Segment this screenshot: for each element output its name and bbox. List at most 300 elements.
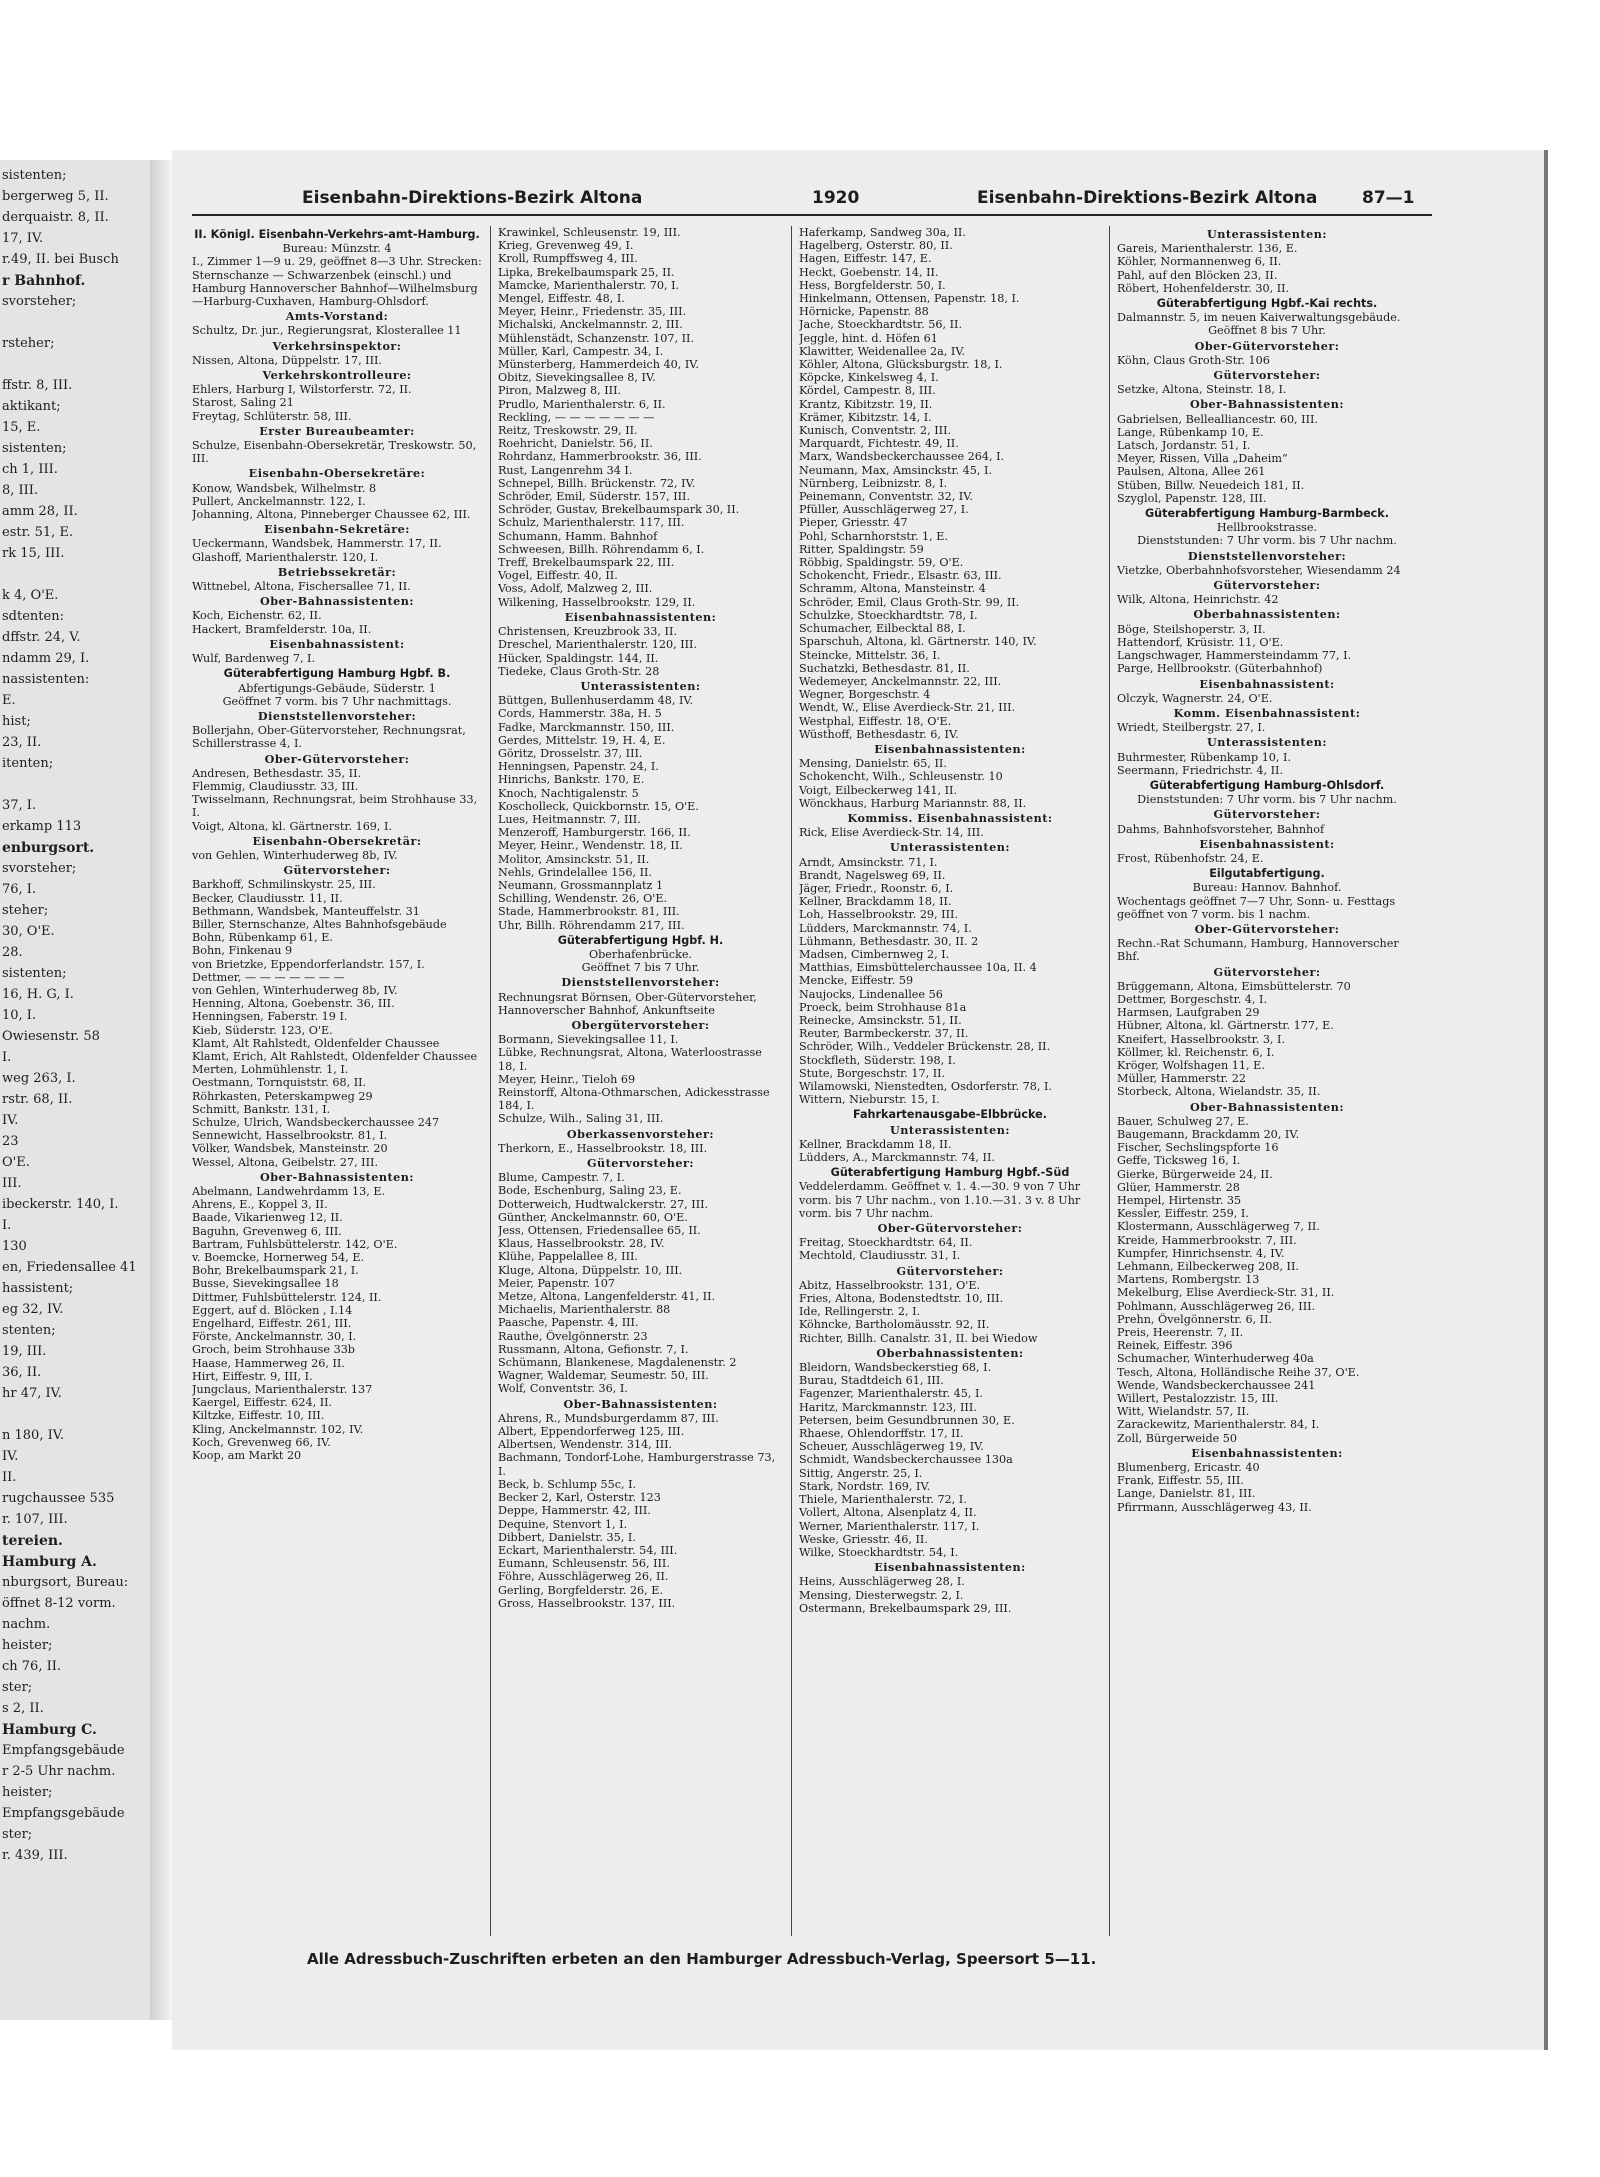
left-page-fragment: nassistenten: — [2, 672, 90, 687]
left-page-fragment: II. — [2, 1470, 17, 1485]
directory-entry: Jache, Stoeckhardtstr. 56, II. — [799, 318, 963, 332]
directory-entry: v. Boemcke, Hornerweg 54, E. — [192, 1251, 365, 1265]
section-note: Hellbrookstrasse. — [1216, 521, 1318, 535]
section-note: Abfertigungs-Gebäude, Süderstr. 1 — [238, 681, 436, 695]
directory-entry: Wilk, Altona, Heinrichstr. 42 — [1117, 593, 1279, 607]
directory-entry: Ehlers, Harburg I, Wilstorferstr. 72, II. — [192, 383, 412, 397]
directory-entry: Meyer, Heinr., Tieloh 69 — [498, 1072, 636, 1086]
section-heading: Verkehrskontrolleure: — [262, 368, 412, 383]
directory-entry: Sparschuh, Altona, kl. Gärtnerstr. 140, IV. — [799, 635, 1037, 649]
directory-entry: Gerdes, Mittelstr. 19, H. 4, E. — [498, 733, 666, 747]
directory-entry: Pieper, Griesstr. 47 — [799, 516, 908, 530]
directory-entry: Hagelberg, Osterstr. 80, II. — [799, 239, 953, 253]
directory-entry: Haase, Hammerweg 26, II. — [192, 1356, 345, 1370]
left-page-fragment: rsteher; — [2, 336, 55, 351]
directory-entry: Harmsen, Laufgraben 29 — [1117, 1006, 1260, 1020]
directory-entry: Schulze, Wilh., Saling 31, III. — [498, 1112, 664, 1126]
directory-entry: Nissen, Altona, Düppelstr. 17, III. — [192, 353, 382, 367]
directory-entry: Eckart, Marienthalerstr. 54, III. — [498, 1543, 678, 1557]
directory-entry: Rick, Elise Averdieck-Str. 14, III. — [799, 826, 984, 840]
directory-entry: Konow, Wandsbek, Wilhelmstr. 8 — [192, 481, 377, 495]
left-page-fragment: ster; — [2, 1680, 33, 1695]
section-note: Dienststunden: 7 Uhr vorm. bis 7 Uhr nachm. — [1137, 793, 1397, 807]
directory-entry: von Gehlen, Winterhuderweg 8b, IV. — [192, 983, 398, 997]
left-page-fragment: bergerweg 5, II. — [2, 189, 109, 204]
directory-entry: Kördel, Campestr. 8, III. — [799, 384, 936, 398]
directory-entry: Tiedeke, Claus Groth-Str. 28 — [498, 664, 660, 678]
directory-entry: Bauer, Schulweg 27, E. — [1117, 1114, 1249, 1128]
directory-entry: Paasche, Papenstr. 4, III. — [498, 1316, 639, 1330]
directory-entry: Starost, Saling 21 — [192, 396, 294, 410]
left-page-fragment: IV. — [2, 1113, 19, 1128]
directory-entry: Johanning, Altona, Pinneberger Chaussee 62, III. — [192, 508, 471, 522]
left-page-fragment: 16, H. G, I. — [2, 987, 74, 1002]
directory-entry: Kunisch, Conventstr. 2, III. — [799, 424, 952, 438]
directory-entry: Baguhn, Grevenweg 6, III. — [192, 1224, 342, 1238]
section-heading: Gütervorsteher: — [896, 1263, 1004, 1278]
directory-entry: Henningsen, Papenstr. 24, I. — [498, 760, 659, 774]
directory-entry: Baugemann, Brackdamm 20, IV. — [1117, 1128, 1300, 1141]
directory-entry: Koch, Eichenstr. 62, II. — [192, 609, 322, 623]
directory-entry: Rauthe, Övelgönnerstr. 23 — [498, 1329, 648, 1343]
left-page-fragment: r.49, II. bei Busch — [2, 252, 119, 267]
directory-entry: Schumacher, Winterhuderweg 40a — [1117, 1352, 1314, 1366]
left-page-fragment: 36, II. — [2, 1365, 42, 1380]
column-divider — [791, 226, 792, 1936]
directory-entry: Meyer, Heinr., Friedenstr. 35, III. — [498, 305, 687, 319]
column-1 — [192, 226, 482, 1462]
directory-entry: Röhrkasten, Peterskampweg 29 — [192, 1089, 373, 1103]
directory-entry: Flemmig, Claudiusstr. 33, III. — [192, 779, 359, 793]
directory-entry: Meyer, Rissen, Villa „Daheim“ — [1117, 452, 1288, 466]
section-heading: Oberbahnassistenten: — [876, 1345, 1024, 1360]
page-fold — [150, 160, 172, 2020]
directory-entry: Freitag, Stoeckhardtstr. 64, II. — [799, 1236, 973, 1250]
directory-entry: Roehricht, Danielstr. 56, II. — [498, 437, 653, 451]
directory-entry: Köhler, Altona, Glücksburgstr. 18, I. — [799, 358, 1003, 372]
directory-entry: Gerling, Borgfelderstr. 26, E. — [498, 1583, 664, 1597]
directory-entry: Dalmannstr. 5, im neuen Kaiverwaltungsgebäude. — [1117, 311, 1401, 325]
directory-entry: Scheuer, Ausschlägerweg 19, IV. — [799, 1440, 984, 1454]
directory-entry: Metze, Altona, Langenfelderstr. 41, II. — [498, 1290, 716, 1304]
left-page-fragment: III. — [2, 1176, 22, 1191]
directory-entry: Thiele, Marienthalerstr. 72, I. — [799, 1493, 967, 1507]
directory-entry: Buhrmester, Rübenkamp 10, I. — [1117, 750, 1292, 764]
directory-entry: Kreide, Hammerbrookstr. 7, III. — [1117, 1233, 1297, 1247]
directory-entry: Petersen, beim Gesundbrunnen 30, E. — [799, 1413, 1015, 1427]
directory-entry: Wedemeyer, Anckelmannstr. 22, III. — [799, 674, 1002, 688]
directory-entry: Frank, Eiffestr. 55, III. — [1117, 1474, 1244, 1488]
directory-entry: Brandt, Nagelsweg 69, II. — [799, 868, 946, 882]
section-heading: Eisenbahnassistenten: — [1191, 1445, 1343, 1460]
directory-entry: Wönckhaus, Harburg Mariannstr. 88, II. — [799, 796, 1027, 810]
left-page-fragment: tereien. — [2, 1533, 63, 1549]
directory-entry: Schulze, Ulrich, Wandsbeckerchaussee 247 — [192, 1116, 440, 1129]
left-facing-page — [0, 160, 152, 2020]
left-page-fragment: 8, III. — [2, 483, 39, 498]
directory-entry: Uhr, Billh. Röhrendamm 217, III. — [498, 918, 685, 932]
left-page-fragment: k 4, O'E. — [2, 588, 59, 603]
directory-entry: Loh, Hasselbrookstr. 29, III. — [799, 908, 958, 922]
directory-entry: Bleidorn, Wandsbeckerstieg 68, I. — [799, 1361, 992, 1375]
directory-entry: Hess, Borgfelderstr. 50, I. — [799, 278, 946, 292]
directory-entry: Schnepel, Billh. Brückenstr. 72, IV. — [498, 476, 696, 490]
directory-entry: Meyer, Heinr., Wendenstr. 18, II. — [498, 839, 683, 853]
directory-entry: Köllmer, kl. Reichenstr. 6, I. — [1117, 1045, 1275, 1059]
directory-entry: Latsch, Jordanstr. 51, I. — [1117, 439, 1251, 453]
directory-entry: Stark, Nordstr. 169, IV. — [799, 1479, 931, 1493]
left-page-fragment: IV. — [2, 1449, 19, 1464]
directory-entry: Lues, Heitmannstr. 7, III. — [498, 812, 641, 826]
header-left-title: Eisenbahn-Direktions-Bezirk Altona — [302, 188, 643, 208]
directory-entry: Langschwager, Hammersteindamm 77, I. — [1117, 649, 1352, 663]
directory-entry: Geffe, Ticksweg 16, I. — [1117, 1154, 1241, 1168]
directory-entry: Knoch, Nachtigalenstr. 5 — [498, 786, 639, 800]
directory-entry: Pullert, Anckelmannstr. 122, I. — [192, 494, 366, 508]
left-page-fragment: s 2, II. — [2, 1701, 44, 1716]
section-note: Geöffnet 8 bis 7 Uhr. — [1208, 324, 1326, 338]
left-page-fragment: heister; — [2, 1638, 53, 1653]
directory-entry: Krieg, Grevenweg 49, I. — [498, 239, 634, 253]
directory-entry: Steincke, Mittelstr. 36, I. — [799, 648, 941, 662]
directory-entry: Schmidt, Wandsbeckerchaussee 130a — [799, 1453, 1013, 1467]
directory-entry: Schokencht, Friedr., Elsastr. 63, III. — [799, 569, 1002, 583]
directory-entry: Hörnicke, Papenstr. 88 — [799, 305, 929, 319]
directory-entry: Dibbert, Danielstr. 35, I. — [498, 1530, 636, 1544]
directory-entry: Schumann, Hamm. Bahnhof — [498, 529, 658, 543]
directory-entry: Kellner, Brackdamm 18, II. — [799, 895, 952, 909]
directory-entry: Röbert, Hohenfelderstr. 30, II. — [1117, 281, 1290, 295]
section-heading: Fahrkartenausgabe-Elbbrücke. — [853, 1108, 1047, 1122]
directory-entry: Stute, Borgeschstr. 17, II. — [799, 1066, 946, 1080]
directory-entry: Wilkening, Hasselbrookstr. 129, II. — [498, 595, 696, 609]
section-heading: Ober-Bahnassistenten: — [259, 594, 415, 609]
directory-entry: Mencke, Eiffestr. 59 — [799, 974, 914, 988]
left-page-fragment: amm 28, II. — [2, 504, 78, 519]
section-heading: Güterabfertigung Hamburg-Barmbeck. — [1144, 507, 1390, 521]
directory-entry: Ahrens, E., Koppel 3, II. — [192, 1198, 328, 1212]
section-heading: Erster Bureaubeamter: — [259, 423, 415, 438]
directory-entry: Wagner, Waldemar, Seumestr. 50, III. — [498, 1369, 709, 1383]
directory-entry: Münsterberg, Hammerdeich 40, IV. — [498, 358, 699, 372]
directory-entry: Beck, b. Schlump 55c, I. — [498, 1477, 637, 1491]
left-page-fragment: Empfangsgebäude — [2, 1806, 125, 1821]
directory-entry: Mühlenstädt, Schanzenstr. 107, II. — [498, 331, 695, 345]
directory-entry: Neumann, Max, Amsinckstr. 45, I. — [799, 463, 993, 477]
directory-entry: Schulze, Eisenbahn-Obersekretär, Treskowstr. 50, III. — [192, 439, 477, 466]
directory-entry: Vietzke, Oberbahnhofsvorsteher, Wiesendamm 24 — [1117, 563, 1401, 577]
directory-entry: Storbeck, Altona, Wielandstr. 35, II. — [1117, 1085, 1321, 1099]
directory-entry: Schilling, Wendenstr. 26, O'E. — [498, 892, 668, 906]
directory-entry: Busse, Sievekingsallee 18 — [192, 1277, 339, 1291]
directory-entry: Wittnebel, Altona, Fischersallee 71, II. — [192, 580, 411, 594]
directory-entry: Cords, Hammerstr. 38a, H. 5 — [498, 707, 662, 721]
section-heading: Amts-Vorstand: — [285, 309, 389, 324]
directory-entry: Veddelerdamm. Geöffnet v. 1. 4.—30. 9 von 7 Uhr vorm. bis 7 Uhr nachm., von 1.10.—31. 3 v. 8 Uhr vorm. bis 7 Uhr nachm. — [799, 1180, 1081, 1220]
directory-entry: von Gehlen, Winterhuderweg 8b, IV. — [192, 848, 398, 862]
directory-entry: Burau, Stadtdeich 61, III. — [799, 1374, 944, 1388]
directory-entry: Lübke, Rechnungsrat, Altona, Waterloostrasse 18, I. — [498, 1046, 762, 1073]
directory-entry: Stade, Hammerbrookstr. 81, III. — [498, 905, 680, 919]
directory-entry: Preis, Heerenstr. 7, II. — [1117, 1326, 1244, 1340]
left-page-fragment: nburgsort, Bureau: — [2, 1575, 129, 1590]
directory-entry: Proeck, beim Strohhause 81a — [799, 1000, 967, 1014]
directory-entry: Prehn, Övelgönnerstr. 6, II. — [1117, 1312, 1273, 1326]
directory-entry: Andresen, Bethesdastr. 35, II. — [192, 766, 362, 780]
section-heading: Ober-Gütervorsteher: — [1194, 338, 1340, 353]
directory-entry: Kneifert, Hasselbrookstr. 3, I. — [1117, 1032, 1286, 1046]
column-4 — [1117, 226, 1417, 1514]
directory-entry: Fries, Altona, Bodenstedtstr. 10, III. — [799, 1292, 1004, 1306]
directory-entry: Jäger, Friedr., Roonstr. 6, I. — [799, 881, 954, 895]
directory-entry: Dettmer, Borgeschstr. 4, I. — [1117, 992, 1268, 1006]
directory-entry: Szyglol, Papenstr. 128, III. — [1117, 491, 1267, 505]
directory-entry: Bormann, Sievekingsallee 11, I. — [498, 1033, 679, 1047]
directory-entry: Becker, Claudiusstr. 11, II. — [192, 891, 343, 905]
directory-entry: Molitor, Amsinckstr. 51, II. — [498, 852, 650, 866]
directory-entry: Koch, Grevenweg 66, IV. — [192, 1435, 331, 1449]
directory-entry: Blume, Campestr. 7, I. — [498, 1171, 625, 1185]
directory-entry: Therkorn, E., Hasselbrookstr. 18, III. — [498, 1141, 708, 1155]
directory-entry: Wüsthoff, Bethesdastr. 6, IV. — [799, 727, 959, 741]
left-page-fragment: Owiesenstr. 58 — [2, 1029, 100, 1044]
left-page-fragment: 37, I. — [2, 798, 37, 813]
left-page-fragment: eg 32, IV. — [2, 1302, 64, 1317]
left-page-fragment: E. — [2, 693, 16, 708]
section-note: Geöffnet 7 bis 7 Uhr. — [581, 961, 700, 975]
left-page-fragment: ndamm 29, I. — [2, 651, 90, 666]
section-heading: Unterassistenten: — [890, 1122, 1010, 1137]
directory-entry: Reckling, — — — — — — — — [498, 410, 655, 424]
left-page-fragment: 15, E. — [2, 420, 41, 435]
section-heading: Güterabfertigung Hamburg Hgbf. B. — [223, 667, 451, 681]
section-heading: Eisenbahnassistenten: — [874, 1560, 1026, 1575]
directory-entry: Bode, Eschenburg, Saling 23, E. — [498, 1184, 682, 1198]
directory-entry: Seermann, Friedrichstr. 4, II. — [1117, 763, 1284, 777]
left-page-fragment: ch 1, III. — [2, 462, 58, 477]
left-page-fragment: 23 — [2, 1134, 19, 1149]
directory-entry: Zarackewitz, Marienthalerstr. 84, I. — [1117, 1418, 1320, 1432]
directory-entry: Michalski, Anckelmannstr. 2, III. — [498, 318, 683, 332]
directory-entry: Engelhard, Eiffestr. 261, III. — [192, 1317, 352, 1331]
directory-entry: Deppe, Hammerstr. 42, III. — [498, 1504, 651, 1518]
directory-entry: Becker 2, Karl, Osterstr. 123 — [498, 1491, 661, 1505]
left-page-fragment: aktikant; — [2, 399, 61, 414]
directory-entry: Jungclaus, Marienthalerstr. 137 — [192, 1383, 373, 1397]
left-page-fragment: 28. — [2, 945, 23, 960]
section-heading: Gütervorsteher: — [1213, 964, 1321, 979]
directory-entry: Voss, Adolf, Malzweg 2, III. — [498, 582, 653, 596]
directory-entry: Wilamowski, Nienstedten, Osdorferstr. 78, I. — [799, 1080, 1052, 1093]
directory-entry: Paulsen, Altona, Allee 261 — [1117, 465, 1266, 479]
directory-entry: Müller, Hammerstr. 22 — [1117, 1072, 1246, 1086]
section-heading: Eisenbahnassistenten: — [564, 609, 717, 624]
section-heading: Komm. Eisenbahnassistent: — [1173, 705, 1361, 720]
directory-entry: Wende, Wandsbeckerchaussee 241 — [1117, 1378, 1316, 1392]
header-year: 1920 — [812, 188, 860, 208]
section-heading: Ober-Gütervorsteher: — [1194, 921, 1340, 936]
directory-entry: Nehls, Grindelallee 156, II. — [498, 865, 652, 879]
left-page-fragment: Hamburg A. — [2, 1554, 97, 1570]
section-heading: Güterabfertigung Hgbf. H. — [557, 933, 724, 947]
directory-entry: Lühmann, Bethesdastr. 30, II. 2 — [799, 934, 979, 948]
directory-entry: Prudlo, Marienthalerstr. 6, II. — [498, 397, 666, 411]
directory-entry: Pfüller, Ausschlägerweg 27, I. — [799, 503, 969, 517]
directory-entry: Fischer, Sechslingspforte 16 — [1117, 1141, 1279, 1155]
directory-entry: Kumpfer, Hinrichsenstr. 4, IV. — [1117, 1246, 1285, 1260]
directory-entry: Wilke, Stoeckhardtstr. 54, I. — [799, 1545, 959, 1559]
directory-entry: Haritz, Marckmannstr. 123, III. — [799, 1400, 977, 1414]
left-page-fragment: r. 107, III. — [2, 1512, 68, 1527]
directory-entry: Dettmer, — — — — — — — — [192, 970, 345, 984]
left-page-fragment: heister; — [2, 1785, 53, 1800]
directory-entry: Koscholleck, Quickbornstr. 15, O'E. — [498, 799, 699, 813]
section-heading: Ober-Bahnassistenten: — [563, 1396, 718, 1411]
directory-entry: Henningsen, Faberstr. 19 I. — [192, 1010, 348, 1024]
directory-entry: Hattendorf, Krüsistr. 11, O'E. — [1117, 635, 1284, 649]
section-heading: Gütervorsteher: — [1213, 807, 1321, 822]
directory-entry: Pfirrmann, Ausschlägerweg 43, II. — [1117, 1500, 1312, 1514]
left-page-fragment: hassistent; — [2, 1281, 74, 1296]
directory-entry: Heckt, Goebenstr. 14, II. — [799, 265, 939, 279]
directory-entry: Russmann, Altona, Gefionstr. 7, I. — [498, 1342, 689, 1356]
directory-page — [172, 150, 1548, 2050]
directory-entry: Jess, Ottensen, Friedensallee 65, II. — [498, 1224, 701, 1238]
directory-entry: Schumacher, Eilbecktal 88, I. — [799, 622, 966, 636]
directory-entry: Dahms, Bahnhofsvorsteher, Bahnhof — [1117, 822, 1325, 836]
directory-entry: Reuter, Barmbeckerstr. 37, II. — [799, 1027, 969, 1041]
directory-entry: Groch, beim Strohhause 33b — [192, 1343, 355, 1357]
directory-entry: Abelmann, Landwehrdamm 13, E. — [192, 1185, 386, 1199]
directory-entry: Hinrichs, Bankstr. 170, E. — [498, 773, 645, 787]
directory-entry: Eumann, Schleusenstr. 56, III. — [498, 1557, 670, 1571]
directory-entry: Föhre, Ausschlägerweg 26, II. — [498, 1570, 669, 1584]
column-2 — [498, 226, 783, 1610]
directory-entry: Willert, Pestalozzistr. 15, III. — [1117, 1392, 1279, 1406]
directory-entry: Biller, Sternschanze, Altes Bahnhofsgebäude — [192, 917, 447, 931]
left-page-fragment: stenten; — [2, 1323, 56, 1338]
left-page-fragment: weg 263, I. — [2, 1071, 76, 1086]
directory-entry: Menzeroff, Hamburgerstr. 166, II. — [498, 826, 691, 840]
left-page-fragment: 130 — [2, 1239, 27, 1254]
directory-entry: Reinecke, Amsinckstr. 51, II. — [799, 1013, 962, 1027]
directory-entry: Lipka, Brekelbaumspark 25, II. — [498, 265, 675, 279]
directory-entry: Wittern, Nieburstr. 15, I. — [799, 1093, 940, 1107]
directory-entry: Bohr, Brekelbaumspark 21, I. — [192, 1264, 359, 1278]
directory-entry: Nürnberg, Leibnizstr. 8, I. — [799, 476, 948, 490]
directory-entry: Büttgen, Bullenhuserdamm 48, IV. — [498, 694, 694, 708]
directory-entry: Dreschel, Marienthalerstr. 120, III. — [498, 638, 698, 652]
section-note: Dienststunden: 7 Uhr vorm. bis 7 Uhr nachm. — [1137, 534, 1397, 548]
directory-entry: Albertsen, Wendenstr. 314, III. — [498, 1438, 673, 1452]
directory-entry: Schramm, Altona, Mansteinstr. 4 — [799, 582, 986, 596]
left-page-fragment: öffnet 8-12 vorm. — [2, 1596, 116, 1611]
directory-entry: Köhn, Claus Groth-Str. 106 — [1117, 353, 1270, 367]
directory-entry: Frost, Rübenhofstr. 24, E. — [1117, 851, 1264, 865]
directory-entry: Ide, Rellingerstr. 2, I. — [799, 1305, 921, 1319]
directory-entry: Kaergel, Eiffestr. 624, II. — [192, 1396, 333, 1410]
directory-entry: Pohlmann, Ausschlägerweg 26, III. — [1117, 1299, 1316, 1313]
directory-entry: Zoll, Bürgerweide 50 — [1117, 1431, 1238, 1445]
directory-entry: Voigt, Altona, kl. Gärtnerstr. 169, I. — [192, 819, 393, 833]
left-page-fragment: ster; — [2, 1827, 33, 1842]
directory-entry: I., Zimmer 1—9 u. 29, geöffnet 8—3 Uhr. Strecken: Sternschanze — Schwarzenbek (einschl.) und Hamburg Hannoverscher Bahnhof—Wilhelmsburg—Harburg-Cuxhaven, Hamburg-Ohlsdorf. — [192, 255, 482, 309]
header-right-title: Eisenbahn-Direktions-Bezirk Altona — [977, 188, 1318, 208]
directory-entry: Lüdders, A., Marckmannstr. 74, II. — [799, 1151, 995, 1165]
directory-entry: Gierke, Bürgerweide 24, II. — [1117, 1167, 1273, 1181]
left-page-fragment: r. 439, III. — [2, 1848, 68, 1863]
directory-entry: Mensing, Danielstr. 65, II. — [799, 757, 947, 771]
directory-entry: Klawitter, Weidenallee 2a, IV. — [799, 344, 965, 358]
section-heading: Kommiss. Eisenbahnassistent: — [847, 810, 1053, 825]
directory-entry: Reinek, Eiffestr. 396 — [1117, 1339, 1233, 1353]
directory-entry: Witt, Wielandstr. 57, II. — [1117, 1405, 1250, 1419]
section-heading: II. Königl. Eisenbahn-Verkehrs-amt-Hamburg. — [194, 228, 480, 241]
directory-entry: Krantz, Kibitzstr. 19, II. — [799, 397, 933, 411]
directory-entry: Michaelis, Marienthalerstr. 88 — [498, 1303, 671, 1317]
section-heading: Ober-Gütervorsteher: — [877, 1221, 1023, 1236]
left-page-fragment: 23, II. — [2, 735, 42, 750]
directory-entry: Klamt, Alt Rahlstedt, Oldenfelder Chaussee — [192, 1036, 440, 1050]
directory-entry: Hücker, Spaldingstr. 144, II. — [498, 651, 659, 665]
section-heading: Ober-Bahnassistenten: — [259, 1169, 415, 1184]
directory-entry: Köhncke, Bartholomäusstr. 92, II. — [799, 1318, 990, 1332]
directory-entry: Schröder, Wilh., Veddeler Brückenstr. 28, II. — [799, 1040, 1051, 1054]
directory-entry: Wegner, Borgeschstr. 4 — [799, 688, 931, 702]
directory-entry: Förste, Anckelmannstr. 30, I. — [192, 1330, 357, 1344]
left-page-fragment: O'E. — [2, 1155, 30, 1170]
left-page-fragment: svorsteher; — [2, 861, 77, 876]
section-heading: Güterabfertigung Hgbf.-Kai rechts. — [1156, 297, 1378, 311]
section-heading: Ober-Gütervorsteher: — [264, 751, 410, 766]
section-heading: Eisenbahn-Sekretäre: — [264, 522, 410, 537]
directory-entry: Göritz, Drosselstr. 37, III. — [498, 746, 643, 760]
section-note: Bureau: Hannov. Bahnhof. — [1192, 881, 1342, 895]
section-heading: Obergütervorsteher: — [571, 1017, 710, 1032]
directory-entry: Lange, Rübenkamp 10, E. — [1117, 425, 1264, 439]
directory-entry: Fagenzer, Marienthalerstr. 45, I. — [799, 1387, 983, 1401]
section-heading: Eisenbahnassistent: — [269, 636, 405, 651]
directory-entry: Schröder, Emil, Süderstr. 157, III. — [498, 490, 691, 504]
section-heading: Gütervorsteher: — [1213, 578, 1321, 593]
directory-entry: Schümann, Blankenese, Magdalenenstr. 2 — [498, 1356, 737, 1370]
directory-entry: Gareis, Marienthalerstr. 136, E. — [1117, 242, 1298, 256]
directory-entry: Lange, Danielstr. 81, III. — [1117, 1487, 1256, 1501]
directory-entry: Bethmann, Wandsbek, Manteuffelstr. 31 — [192, 904, 420, 918]
directory-entry: Bohn, Finkenau 9 — [192, 944, 293, 958]
left-page-fragment: en, Friedensallee 41 — [2, 1260, 137, 1275]
left-page-fragment: sistenten; — [2, 168, 67, 183]
section-heading: Dienststellenvorsteher: — [257, 708, 417, 723]
directory-entry: Treff, Brekelbaumspark 22, III. — [498, 556, 675, 570]
directory-entry: Lüdders, Marckmannstr. 74, I. — [799, 921, 972, 935]
left-page-fragment: I. — [2, 1050, 12, 1065]
directory-entry: Richter, Billh. Canalstr. 31, II. bei Wiedow — [799, 1331, 1038, 1345]
directory-entry: Krawinkel, Schleusenstr. 19, III. — [498, 226, 681, 239]
directory-entry: Westphal, Eiffestr. 18, O'E. — [799, 714, 952, 728]
section-heading: Eisenbahnassistenten: — [874, 741, 1026, 756]
directory-entry: Schweesen, Billh. Röhrendamm 6, I. — [498, 542, 705, 556]
section-heading: Eisenbahnassistent: — [1199, 676, 1335, 691]
directory-entry: Werner, Marienthalerstr. 117, I. — [799, 1519, 980, 1533]
directory-entry: Krämer, Kibitzstr. 14, I. — [799, 410, 932, 424]
directory-entry: von Brietzke, Eppendorferlandstr. 157, I. — [192, 957, 425, 971]
directory-entry: Jeggle, hint. d. Höfen 61 — [799, 331, 938, 345]
directory-entry: Hackert, Bramfelderstr. 10a, II. — [192, 622, 372, 636]
left-page-fragment: estr. 51, E. — [2, 525, 74, 540]
directory-entry: Obitz, Sievekingsallee 8, IV. — [498, 371, 656, 385]
directory-entry: Kröger, Wolfshagen 11, E. — [1117, 1058, 1265, 1072]
